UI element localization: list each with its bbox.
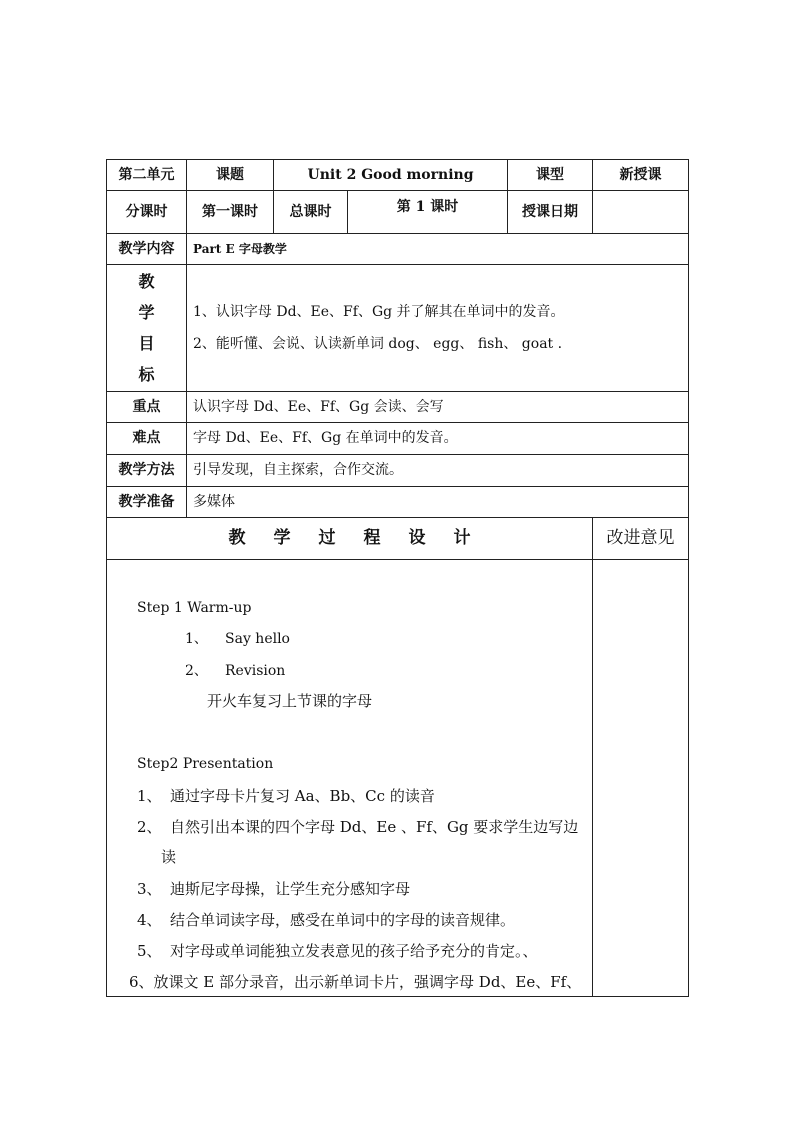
process-title-char: 过	[318, 528, 336, 549]
process-steps	[107, 560, 593, 997]
lesson-plan-table	[106, 159, 689, 997]
method-value: 引导发现，自主探索，合作交流。	[187, 455, 689, 487]
total-value: 第 1 课时	[348, 191, 508, 234]
preparation-value: 多媒体	[187, 487, 689, 518]
step1-item-detail: 开火车复习上节课的字母	[207, 692, 373, 710]
process-title	[107, 518, 593, 560]
goals-label-char: 学	[138, 303, 155, 322]
difficulty-value: 字母 Dd、Ee、Ff、Gg 在单词中的发音。	[187, 423, 689, 455]
goals-label-char: 标	[138, 365, 155, 384]
goals-label-char: 教	[138, 272, 155, 291]
step1-title: Step 1 Warm-up	[137, 600, 252, 616]
period-value: 第一课时	[187, 191, 274, 234]
goal-item: 1、认识字母 Dd、Ee、Ff、Gg 并了解其在单词中的发音。	[193, 304, 565, 320]
process-body-row	[107, 560, 689, 997]
step2-title: Step2 Presentation	[137, 756, 274, 772]
preparation-row	[107, 487, 689, 518]
step2-item-num: 4、	[137, 911, 162, 929]
process-title-char: 学	[273, 528, 291, 549]
preparation-label: 教学准备	[107, 487, 187, 518]
step1-item: Revision	[225, 663, 286, 679]
notes-cell	[593, 560, 689, 997]
content-label: 教学内容	[107, 234, 187, 265]
step1-item: Say hello	[225, 631, 290, 647]
step1-item-num: 1、	[185, 631, 208, 647]
process-title-char: 程	[363, 528, 381, 549]
step2-item: 6、放课文 E 部分录音，出示新单词卡片，强调字母 Dd、Ee、Ff、	[129, 973, 582, 991]
step2-item-num: 2、	[137, 818, 162, 836]
step2-item-num: 5、	[137, 942, 162, 960]
type-label: 课型	[508, 160, 593, 191]
date-value	[593, 191, 689, 234]
method-row	[107, 455, 689, 487]
header-row-2	[107, 191, 689, 234]
step2-item-num: 1、	[137, 787, 162, 805]
notes-label: 改进意见	[593, 518, 689, 560]
unit-cell: 第二单元	[107, 160, 187, 191]
step2-item-num: 3、	[137, 880, 162, 898]
step2-item: 结合单词读字母，感受在单词中的字母的读音规律。	[170, 911, 516, 929]
step2-item: 通过字母卡片复习 Aa、Bb、Cc 的读音	[170, 787, 435, 805]
period-label: 分课时	[107, 191, 187, 234]
process-title-char: 设	[408, 528, 426, 549]
step2-item: 自然引出本课的四个字母 Dd、Ee 、Ff、Gg 要求学生边写边	[170, 818, 579, 836]
step1-item-num: 2、	[185, 663, 208, 679]
step2-item: 对字母或单词能独立发表意见的孩子给予充分的肯定。、	[170, 942, 538, 960]
goals-row	[107, 265, 689, 392]
total-label: 总课时	[274, 191, 348, 234]
process-title-char: 教	[228, 528, 246, 549]
header-row-1	[107, 160, 689, 191]
goals-label	[107, 265, 187, 392]
type-value: 新授课	[593, 160, 689, 191]
key-points-value: 认识字母 Dd、Ee、Ff、Gg 会读、会写	[187, 392, 689, 423]
topic-value: Unit 2 Good morning	[274, 160, 508, 191]
goals-label-char: 目	[138, 334, 155, 353]
key-points-row	[107, 392, 689, 423]
date-label: 授课日期	[508, 191, 593, 234]
process-header-row	[107, 518, 689, 560]
goal-item: 2、能听懂、会说、认读新单词 dog、 egg、 fish、 goat .	[193, 336, 563, 352]
key-points-label: 重点	[107, 392, 187, 423]
step2-item: 迪斯尼字母操，让学生充分感知字母	[170, 880, 411, 898]
difficulty-row	[107, 423, 689, 455]
content-row	[107, 234, 689, 265]
method-label: 教学方法	[107, 455, 187, 487]
process-title-char: 计	[453, 528, 471, 549]
topic-label: 课题	[187, 160, 274, 191]
content-value: Part E 字母教学	[187, 234, 689, 265]
step2-item: 读	[161, 848, 177, 866]
difficulty-label: 难点	[107, 423, 187, 455]
goals-list	[187, 265, 689, 392]
